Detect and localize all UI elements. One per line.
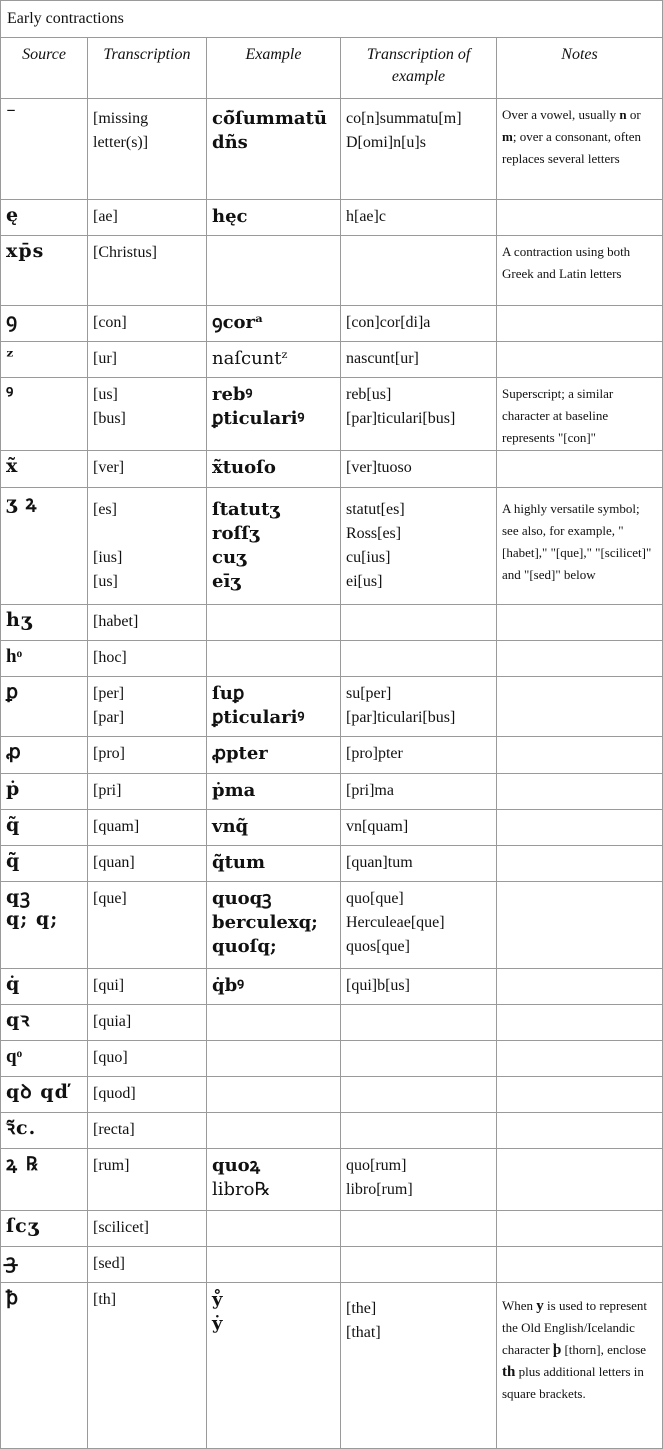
example-line: quoꝝ	[212, 1155, 261, 1176]
example-cell	[207, 641, 341, 677]
transcription-cell: [Christus]	[88, 236, 207, 306]
notes-cell	[497, 1041, 663, 1077]
transcription-cell: [sed]	[88, 1247, 207, 1283]
transcription-cell	[88, 488, 207, 605]
transcription-line: [us]	[93, 573, 118, 590]
example-transcription-cell: [con]cor[di]a	[341, 306, 497, 342]
table-row	[1, 969, 663, 1005]
transcription-cell: [quo]	[88, 1041, 207, 1077]
example-cell	[207, 1247, 341, 1283]
transcription-cell: [qui]	[88, 969, 207, 1005]
source-cell: ꝫ̶	[1, 1247, 88, 1283]
source-cell: qꝛ	[1, 1005, 88, 1041]
example-transcription-line: Herculeae[que]	[346, 914, 445, 931]
table-row	[1, 306, 663, 342]
notes-cell	[497, 774, 663, 810]
notes-bold-th: th	[502, 1364, 516, 1380]
example-transcription-line: su[per]	[346, 685, 392, 702]
transcription-line: [us]	[93, 386, 118, 403]
example-cell: ꝓpter	[207, 737, 341, 774]
caption-row	[1, 1, 663, 38]
example-cell	[207, 1041, 341, 1077]
example-transcription-line: quos[que]	[346, 938, 410, 955]
table-row	[1, 342, 663, 378]
table-row	[1, 677, 663, 737]
example-line: ẙ	[212, 1289, 223, 1310]
notes-cell	[497, 342, 663, 378]
source-cell: x̃	[1, 451, 88, 488]
example-line: rebꝰ	[212, 384, 253, 405]
notes-cell	[497, 1077, 663, 1113]
example-transcription-line: [the]	[346, 1300, 377, 1317]
table-row	[1, 1041, 663, 1077]
header-notes: Notes	[497, 38, 663, 99]
source-glyph: ⁻	[6, 103, 18, 125]
transcription-line: [per]	[93, 685, 125, 702]
example-cell	[207, 99, 341, 200]
example-transcription-line: [par]ticulari[bus]	[346, 709, 456, 726]
table-caption: Early contractions	[1, 1, 663, 38]
source-cell: ę	[1, 200, 88, 236]
example-transcription-line: libro[rum]	[346, 1181, 413, 1198]
transcription-cell: [habet]	[88, 605, 207, 641]
table-row	[1, 737, 663, 774]
notes-cell	[497, 677, 663, 737]
example-line: ſuꝑ	[212, 683, 245, 704]
example-transcription-cell: [pri]ma	[341, 774, 497, 810]
transcription-line: [ius]	[93, 549, 123, 566]
header-transcription: Transcription	[88, 38, 207, 99]
transcription-cell: [scilicet]	[88, 1211, 207, 1247]
example-transcription-cell	[341, 1247, 497, 1283]
example-line: quoſq;	[212, 936, 277, 957]
table-row	[1, 451, 663, 488]
notes-cell: A highly versatile symbol; see also, for example, "[habet]," "[que]," "[scilicet]" and "[sed]" below	[497, 488, 663, 605]
example-line: ꝑticulariꝰ	[212, 707, 305, 728]
transcription-cell: [hoc]	[88, 641, 207, 677]
source-cell	[1, 99, 88, 200]
source-cell: q̇	[1, 969, 88, 1005]
source-cell: ꝓ	[1, 737, 88, 774]
notes-cell	[497, 810, 663, 846]
transcription-cell	[88, 99, 207, 200]
example-transcription-cell: h[ae]c	[341, 200, 497, 236]
example-transcription-line: Ross[es]	[346, 525, 402, 542]
transcription-cell	[88, 677, 207, 737]
example-line: cō̃ſummatū	[212, 108, 327, 129]
notes-text: is used to represent the Old English/Icelandic character	[502, 1298, 648, 1357]
example-cell: q̇bꝰ	[207, 969, 341, 1005]
table-row	[1, 1247, 663, 1283]
example-transcription-cell	[341, 882, 497, 969]
notes-cell	[497, 99, 663, 200]
table-row	[1, 200, 663, 236]
notes-bold-n: n	[619, 107, 627, 122]
example-cell	[207, 378, 341, 451]
transcription-line: [missing	[93, 110, 149, 127]
example-cell	[207, 1283, 341, 1449]
example-cell	[207, 1149, 341, 1211]
table-row	[1, 488, 663, 605]
transcription-cell: [con]	[88, 306, 207, 342]
example-cell: hęc	[207, 200, 341, 236]
example-transcription-line: quo[que]	[346, 890, 404, 907]
table-row	[1, 810, 663, 846]
notes-bold-m: m	[502, 129, 513, 144]
example-transcription-line: quo[rum]	[346, 1157, 407, 1174]
notes-cell	[497, 1247, 663, 1283]
source-cell: q̃̃	[1, 846, 88, 882]
example-cell	[207, 1211, 341, 1247]
source-cell: ꝑ	[1, 677, 88, 737]
table-row	[1, 236, 663, 306]
transcription-line: letter(s)]	[93, 134, 149, 151]
header-row	[1, 38, 663, 99]
transcription-cell: [quan]	[88, 846, 207, 882]
source-cell: ſcʒ	[1, 1211, 88, 1247]
example-transcription-cell: [qui]b[us]	[341, 969, 497, 1005]
example-transcription-cell	[341, 1149, 497, 1211]
notes-cell	[497, 1113, 663, 1149]
source-cell: ꝝ ℞	[1, 1149, 88, 1211]
notes-cell	[497, 882, 663, 969]
notes-text: or	[626, 107, 641, 122]
transcription-cell: [quod]	[88, 1077, 207, 1113]
example-cell: naſcuntᶻ	[207, 342, 341, 378]
notes-cell	[497, 969, 663, 1005]
example-cell	[207, 677, 341, 737]
example-cell: vnq̃	[207, 810, 341, 846]
example-transcription-line: reb[us]	[346, 386, 392, 403]
notes-cell	[497, 1283, 663, 1449]
example-transcription-cell: nascunt[ur]	[341, 342, 497, 378]
example-transcription-line: statut[es]	[346, 501, 405, 518]
table-row	[1, 1077, 663, 1113]
transcription-cell: [ver]	[88, 451, 207, 488]
notes-text: ; over a consonant, often replaces several letters	[502, 129, 641, 166]
transcription-cell: [recta]	[88, 1113, 207, 1149]
table-row	[1, 1211, 663, 1247]
example-transcription-line: [that]	[346, 1324, 381, 1341]
notes-cell	[497, 306, 663, 342]
example-cell: q̃̃tum	[207, 846, 341, 882]
example-cell	[207, 236, 341, 306]
source-glyph: qꝫ	[6, 886, 31, 908]
notes-cell	[497, 1211, 663, 1247]
transcription-line: [par]	[93, 709, 125, 726]
example-transcription-cell: vn[quam]	[341, 810, 497, 846]
notes-cell	[497, 200, 663, 236]
source-cell: hͦ	[1, 641, 88, 677]
example-transcription-cell	[341, 99, 497, 200]
notes-bold-thorn: þ	[552, 1342, 562, 1358]
example-transcription-cell	[341, 1077, 497, 1113]
transcription-cell	[88, 378, 207, 451]
notes-text: When	[502, 1298, 537, 1313]
header-example: Example	[207, 38, 341, 99]
table-row	[1, 378, 663, 451]
notes-cell: A contraction using both Greek and Latin letters	[497, 236, 663, 306]
example-line: ꝑticulariꝰ	[212, 408, 305, 429]
example-line: roſſʒ	[212, 523, 260, 544]
spacer	[93, 522, 201, 546]
example-transcription-cell	[341, 1283, 497, 1449]
example-line: libro℞	[212, 1179, 271, 1200]
table-row	[1, 1283, 663, 1449]
notes-cell	[497, 1005, 663, 1041]
source-cell: ꝯ	[1, 306, 88, 342]
table-row	[1, 1149, 663, 1211]
example-transcription-cell	[341, 641, 497, 677]
notes-text: plus additional letters in square brackets.	[502, 1364, 644, 1401]
example-transcription-line: ei[us]	[346, 573, 383, 590]
header-source: Source	[1, 38, 88, 99]
source-cell: ꝰ	[1, 378, 88, 451]
transcription-cell: [ur]	[88, 342, 207, 378]
transcription-cell: [pri]	[88, 774, 207, 810]
notes-text: Over a vowel, usually	[502, 107, 620, 122]
example-transcription-cell: [pro]pter	[341, 737, 497, 774]
example-line: quoqꝫ	[212, 888, 272, 909]
example-cell	[207, 1077, 341, 1113]
example-transcription-cell: [ver]tuoso	[341, 451, 497, 488]
example-cell	[207, 882, 341, 969]
table-row	[1, 1113, 663, 1149]
notes-cell	[497, 451, 663, 488]
source-cell: qꝺ qď	[1, 1077, 88, 1113]
notes-text: [thorn], enclose	[561, 1342, 647, 1357]
source-cell: ʒ ꝝ	[1, 488, 88, 605]
table-row	[1, 774, 663, 810]
table-row	[1, 605, 663, 641]
example-line: ẏ	[212, 1313, 223, 1334]
source-cell: q̃	[1, 810, 88, 846]
example-transcription-line: [par]ticulari[bus]	[346, 410, 456, 427]
example-line: ſtatutʒ	[212, 499, 280, 520]
source-cell: hʒ	[1, 605, 88, 641]
example-line: dñs	[212, 132, 248, 153]
notes-cell	[497, 641, 663, 677]
notes-cell	[497, 737, 663, 774]
example-line: eīʒ	[212, 571, 241, 592]
example-transcription-cell	[341, 1211, 497, 1247]
example-cell: x̃tuoſo	[207, 451, 341, 488]
example-cell	[207, 605, 341, 641]
example-transcription-cell: [quan]tum	[341, 846, 497, 882]
notes-bold-y: y	[536, 1298, 544, 1314]
source-cell: ꝛ̃c.	[1, 1113, 88, 1149]
notes-cell	[497, 846, 663, 882]
example-cell	[207, 1113, 341, 1149]
example-cell	[207, 488, 341, 605]
example-cell	[207, 1005, 341, 1041]
example-transcription-cell	[341, 236, 497, 306]
transcription-cell: [pro]	[88, 737, 207, 774]
source-cell	[1, 882, 88, 969]
example-transcription-line: cu[ius]	[346, 549, 391, 566]
notes-cell	[497, 1149, 663, 1211]
transcription-cell: [que]	[88, 882, 207, 969]
table-row	[1, 1005, 663, 1041]
source-cell: ꝥ	[1, 1283, 88, 1449]
header-transcription-of-example: Transcription of example	[341, 38, 497, 99]
notes-cell: Superscript; a similar character at baseline represents "[con]"	[497, 378, 663, 451]
transcription-line: [bus]	[93, 410, 126, 427]
example-line: berculexq;	[212, 912, 318, 933]
table-row	[1, 641, 663, 677]
example-transcription-cell	[341, 1113, 497, 1149]
example-transcription-cell	[341, 677, 497, 737]
example-cell: ꝯcorᵃ	[207, 306, 341, 342]
table-row	[1, 882, 663, 969]
transcription-cell: [quia]	[88, 1005, 207, 1041]
transcription-cell: [rum]	[88, 1149, 207, 1211]
source-cell: xp̄s	[1, 236, 88, 306]
transcription-line: [es]	[93, 501, 117, 518]
source-cell: ᶻ	[1, 342, 88, 378]
example-cell: ṗma	[207, 774, 341, 810]
example-transcription-cell	[341, 1041, 497, 1077]
transcription-cell: [th]	[88, 1283, 207, 1449]
table-row	[1, 99, 663, 200]
transcription-cell: [quam]	[88, 810, 207, 846]
source-cell: qͦ	[1, 1041, 88, 1077]
example-transcription-line: co[n]summatu[m]	[346, 110, 462, 127]
source-cell: ṗ	[1, 774, 88, 810]
example-transcription-cell	[341, 605, 497, 641]
notes-cell	[497, 605, 663, 641]
transcription-cell: [ae]	[88, 200, 207, 236]
example-line: cuʒ	[212, 547, 247, 568]
table-row	[1, 846, 663, 882]
example-transcription-cell	[341, 488, 497, 605]
example-transcription-cell	[341, 378, 497, 451]
source-glyph: q; q;	[6, 908, 59, 930]
example-transcription-cell	[341, 1005, 497, 1041]
example-transcription-line: D[omi]n[u]s	[346, 134, 426, 151]
